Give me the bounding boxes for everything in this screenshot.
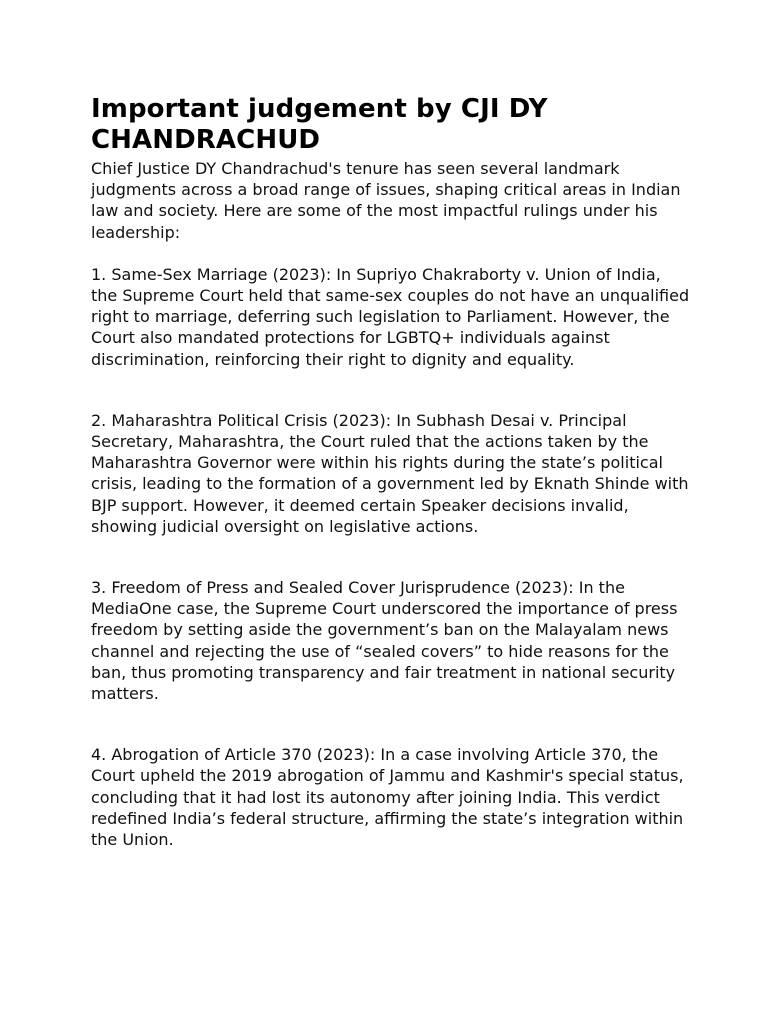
judgement-item-2: 2. Maharashtra Political Crisis (2023): In Subhash Desai v. Principal Secretary, Maharashtra, the Court ruled that the actions taken by the Maharashtra Governor were within his rights during the state’s political crisis, leading to the formation of a government led by Eknath Shinde with BJP support. However, it deemed certain Speaker decisions invalid, showing judicial oversight on legislative actions.	[91, 410, 689, 536]
intro-paragraph: Chief Justice DY Chandrachud's tenure has seen several landmark judgments across a broad range of issues, shaping critical areas in Indian law and society. Here are some of the most impactful rulings under his leadership:	[91, 159, 681, 242]
document-page	[91, 94, 691, 850]
document-title	[91, 94, 691, 156]
title-line-2: CHANDRACHUD	[91, 125, 321, 155]
judgement-item-3: 3. Freedom of Press and Sealed Cover Jurisprudence (2023): In the MediaOne case, the Supreme Court underscored the importance of press freedom by setting aside the government’s ban on the Malayalam news channel and rejecting the use of “sealed covers” to hide reasons for the ban, thus promoting transparency and fair treatment in national security matters.	[91, 578, 678, 704]
judgement-item-4: 4. Abrogation of Article 370 (2023): In a case involving Article 370, the Court upheld the 2019 abrogation of Jammu and Kashmir's special status, concluding that it had lost its autonomy after joining India. This verdict redefined India’s federal structure, affirming the state’s integration within the Union.	[91, 745, 684, 850]
title-line-1: Important judgement by CJI DY	[91, 94, 548, 124]
judgement-item-1: 1. Same-Sex Marriage (2023): In Supriyo Chakraborty v. Union of India, the Supreme Court held that same-sex couples do not have an unqualified right to marriage, deferring such legislation to Parliament. However, the Court also mandated protections for LGBTQ+ individuals against discrimination, reinforcing their right to dignity and equality.	[91, 264, 690, 369]
